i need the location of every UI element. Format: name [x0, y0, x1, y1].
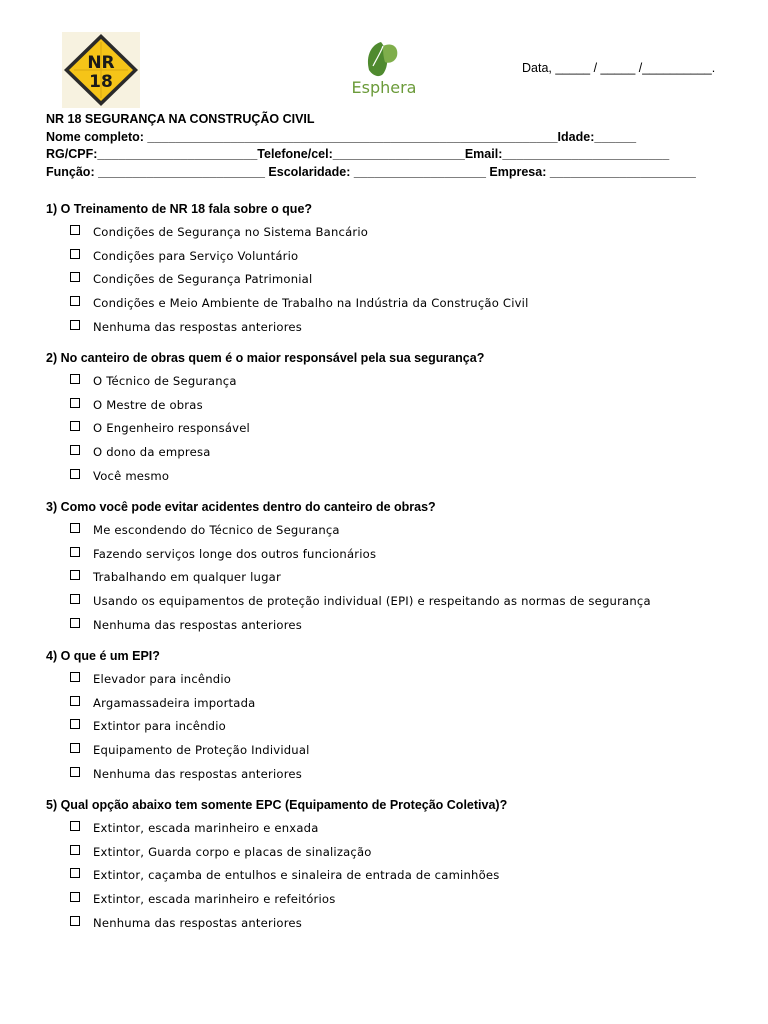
rg-phone-email-field[interactable]: RG/CPF:_______________________Telefone/cel:___________________Email:________________________ [46, 147, 670, 161]
checkbox[interactable] [70, 225, 80, 235]
checkbox[interactable] [70, 821, 80, 831]
option-label: O Técnico de Segurança [93, 373, 237, 388]
answer-option[interactable] [46, 268, 726, 292]
answer-option[interactable] [46, 667, 726, 691]
question-2 [46, 349, 726, 488]
option-label: O dono da empresa [93, 445, 211, 460]
answer-option[interactable] [46, 393, 726, 417]
svg-text:NR: NR [87, 53, 115, 73]
option-label: Condições de Segurança Patrimonial [93, 272, 313, 287]
checkbox[interactable] [70, 868, 80, 878]
checkbox[interactable] [70, 421, 80, 431]
answer-option[interactable] [46, 613, 726, 637]
checkbox[interactable] [70, 696, 80, 706]
checkbox[interactable] [70, 374, 80, 384]
checkbox[interactable] [70, 445, 80, 455]
checkbox[interactable] [70, 743, 80, 753]
checkbox[interactable] [70, 618, 80, 628]
checkbox[interactable] [70, 767, 80, 777]
option-label: Condições de Segurança no Sistema Bancário [93, 224, 369, 239]
answer-option[interactable] [46, 738, 726, 762]
answer-option[interactable] [46, 244, 726, 268]
answer-option[interactable] [46, 464, 726, 488]
option-label: Usando os equipamentos de proteção individual (EPI) e respeitando as normas de segurança [93, 594, 651, 609]
checkbox[interactable] [70, 845, 80, 855]
checkbox[interactable] [70, 547, 80, 557]
checkbox[interactable] [70, 916, 80, 926]
question-5 [46, 796, 726, 935]
option-label: Nenhuma das respostas anteriores [93, 767, 302, 782]
option-label: Equipamento de Proteção Individual [93, 743, 310, 758]
answer-option[interactable] [46, 589, 726, 613]
checkbox[interactable] [70, 320, 80, 330]
question-title: 4) O que é um EPI? [46, 648, 160, 663]
esphera-logo [343, 36, 425, 100]
checkbox[interactable] [70, 570, 80, 580]
date-field[interactable]: Data, _____ / _____ /__________. [522, 61, 716, 75]
answer-option[interactable] [46, 691, 726, 715]
form-header [46, 111, 726, 181]
document-title: NR 18 SEGURANÇA NA CONSTRUÇÃO CIVIL [46, 112, 315, 126]
checkbox[interactable] [70, 892, 80, 902]
answer-option[interactable] [46, 566, 726, 590]
option-label: Nenhuma das respostas anteriores [93, 618, 302, 633]
role-education-company-field[interactable]: Função: ________________________ Escolaridade: ___________________ Empresa: _____________________ [46, 164, 696, 179]
answer-option[interactable] [46, 840, 726, 864]
answer-option[interactable] [46, 542, 726, 566]
answer-option[interactable] [46, 291, 726, 315]
option-label: O Mestre de obras [93, 397, 203, 412]
option-label: Trabalhando em qualquer lugar [93, 570, 281, 585]
nr18-logo [60, 30, 142, 110]
option-label: Extintor, caçamba de entulhos e sinaleira de entrada de caminhões [93, 868, 500, 883]
option-label: Extintor, escada marinheiro e refeitórios [93, 892, 336, 907]
answer-option[interactable] [46, 911, 726, 935]
option-label: Condições e Meio Ambiente de Trabalho na Indústria da Construção Civil [93, 296, 529, 311]
answer-option[interactable] [46, 417, 726, 441]
answer-option[interactable] [46, 887, 726, 911]
questionnaire [46, 200, 726, 945]
option-label: Argamassadeira importada [93, 695, 256, 710]
checkbox[interactable] [70, 672, 80, 682]
svg-text:18: 18 [89, 72, 113, 92]
option-label: Elevador para incêndio [93, 671, 232, 686]
question-title: 1) O Treinamento de NR 18 fala sobre o que? [46, 202, 313, 216]
option-label: O Engenheiro responsável [93, 421, 250, 436]
answer-option[interactable] [46, 864, 726, 888]
checkbox[interactable] [70, 249, 80, 259]
option-label: Extintor para incêndio [93, 719, 226, 734]
answer-option[interactable] [46, 816, 726, 840]
question-4 [46, 647, 726, 786]
answer-option[interactable] [46, 315, 726, 339]
answer-option[interactable] [46, 440, 726, 464]
svg-text:Esphera: Esphera [351, 78, 417, 97]
option-label: Me escondendo do Técnico de Segurança [93, 522, 340, 537]
checkbox[interactable] [70, 594, 80, 604]
answer-option[interactable] [46, 220, 726, 244]
checkbox[interactable] [70, 523, 80, 533]
option-label: Nenhuma das respostas anteriores [93, 916, 302, 931]
option-label: Nenhuma das respostas anteriores [93, 320, 302, 335]
checkbox[interactable] [70, 719, 80, 729]
option-label: Fazendo serviços longe dos outros funcionários [93, 546, 377, 561]
answer-option[interactable] [46, 715, 726, 739]
checkbox[interactable] [70, 296, 80, 306]
option-label: Você mesmo [93, 469, 170, 484]
question-title: 3) Como você pode evitar acidentes dentro do canteiro de obras? [46, 499, 436, 514]
answer-option[interactable] [46, 369, 726, 393]
option-label: Extintor, Guarda corpo e placas de sinalização [93, 844, 372, 859]
answer-option[interactable] [46, 762, 726, 786]
checkbox[interactable] [70, 272, 80, 282]
question-1 [46, 200, 726, 339]
question-title: 2) No canteiro de obras quem é o maior responsável pela sua segurança? [46, 350, 485, 365]
answer-option[interactable] [46, 518, 726, 542]
checkbox[interactable] [70, 398, 80, 408]
question-title: 5) Qual opção abaixo tem somente EPC (Equipamento de Proteção Coletiva)? [46, 797, 508, 812]
checkbox[interactable] [70, 469, 80, 479]
name-age-field[interactable]: Nome completo: ___________________________________________________________Idade:______ [46, 129, 637, 144]
option-label: Condições para Serviço Voluntário [93, 248, 299, 263]
option-label: Extintor, escada marinheiro e enxada [93, 820, 319, 835]
question-3 [46, 498, 726, 637]
